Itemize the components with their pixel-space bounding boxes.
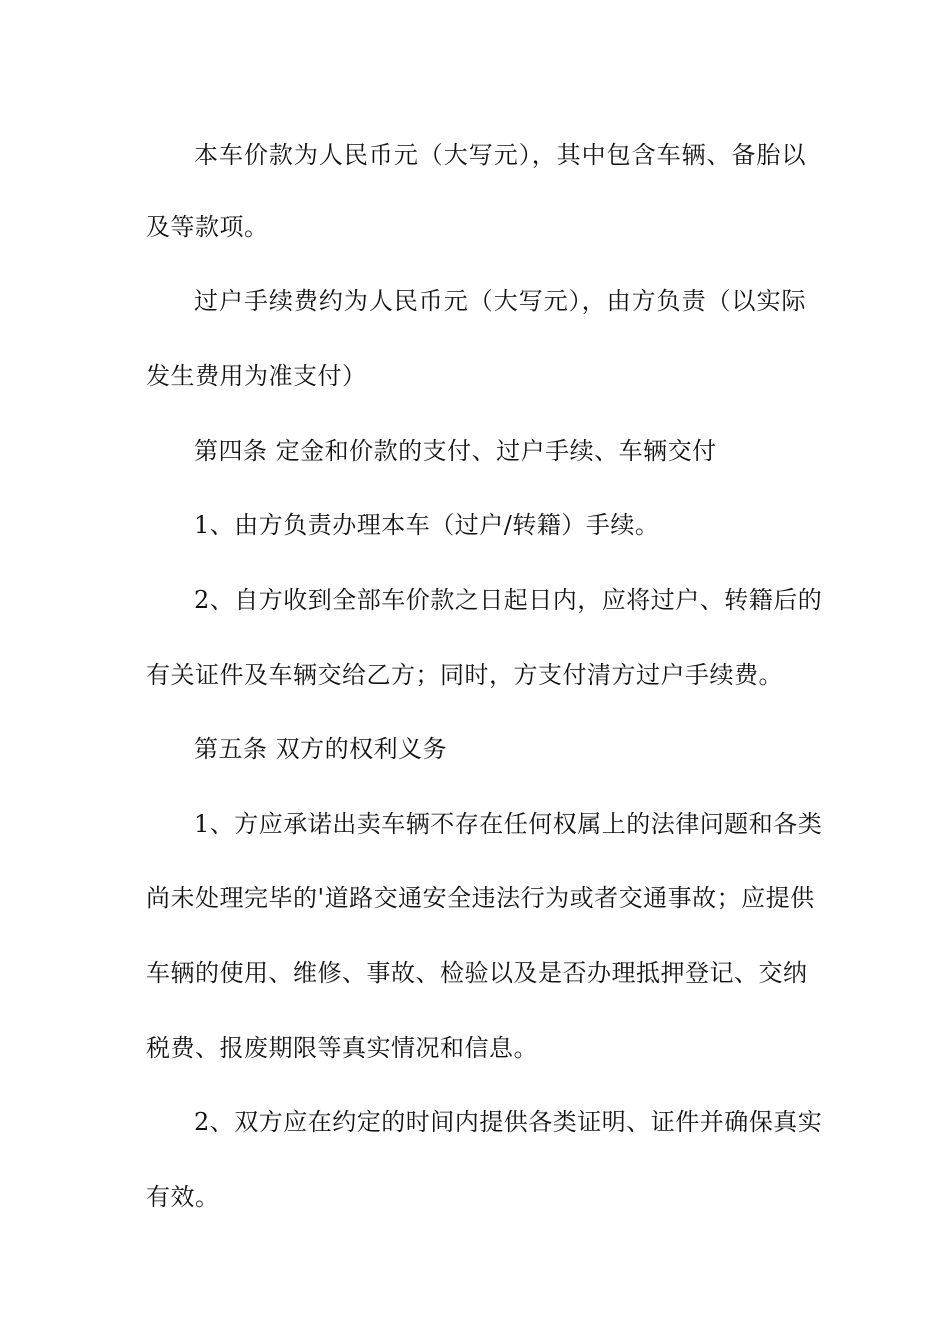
paragraph-line: 车辆的使用、维修、事故、检验以及是否办理抵押登记、交纳 bbox=[146, 959, 808, 987]
paragraph-line: 及等款项。 bbox=[146, 213, 269, 241]
paragraph-line: 2、自方收到全部车价款之日起日内，应将过户、转籍后的 bbox=[194, 586, 823, 614]
paragraph-line: 尚未处理完毕的'道路交通安全违法行为或者交通事故；应提供 bbox=[146, 884, 815, 912]
paragraph-line: 1、方应承诺出卖车辆不存在任何权属上的法律问题和各类 bbox=[194, 810, 823, 838]
paragraph-line: 税费、报废期限等真实情况和信息。 bbox=[146, 1034, 538, 1062]
paragraph-line: 本车价款为人民币元（大写元），其中包含车辆、备胎以 bbox=[194, 141, 806, 169]
paragraph-line: 有关证件及车辆交给乙方；同时，方支付清方过户手续费。 bbox=[146, 661, 783, 689]
paragraph-line: 发生费用为准支付） bbox=[146, 362, 367, 390]
paragraph-line: 过户手续费约为人民币元（大写元），由方负责（以实际 bbox=[194, 287, 806, 315]
paragraph-line: 有效。 bbox=[146, 1183, 220, 1211]
section-heading: 第四条 定金和价款的支付、过户手续、车辆交付 bbox=[194, 437, 717, 465]
paragraph-line: 2、双方应在约定的时间内提供各类证明、证件并确保真实 bbox=[194, 1108, 823, 1136]
paragraph-line: 1、由方负责办理本车（过户/转籍）手续。 bbox=[194, 511, 660, 539]
section-heading: 第五条 双方的权利义务 bbox=[194, 735, 448, 763]
